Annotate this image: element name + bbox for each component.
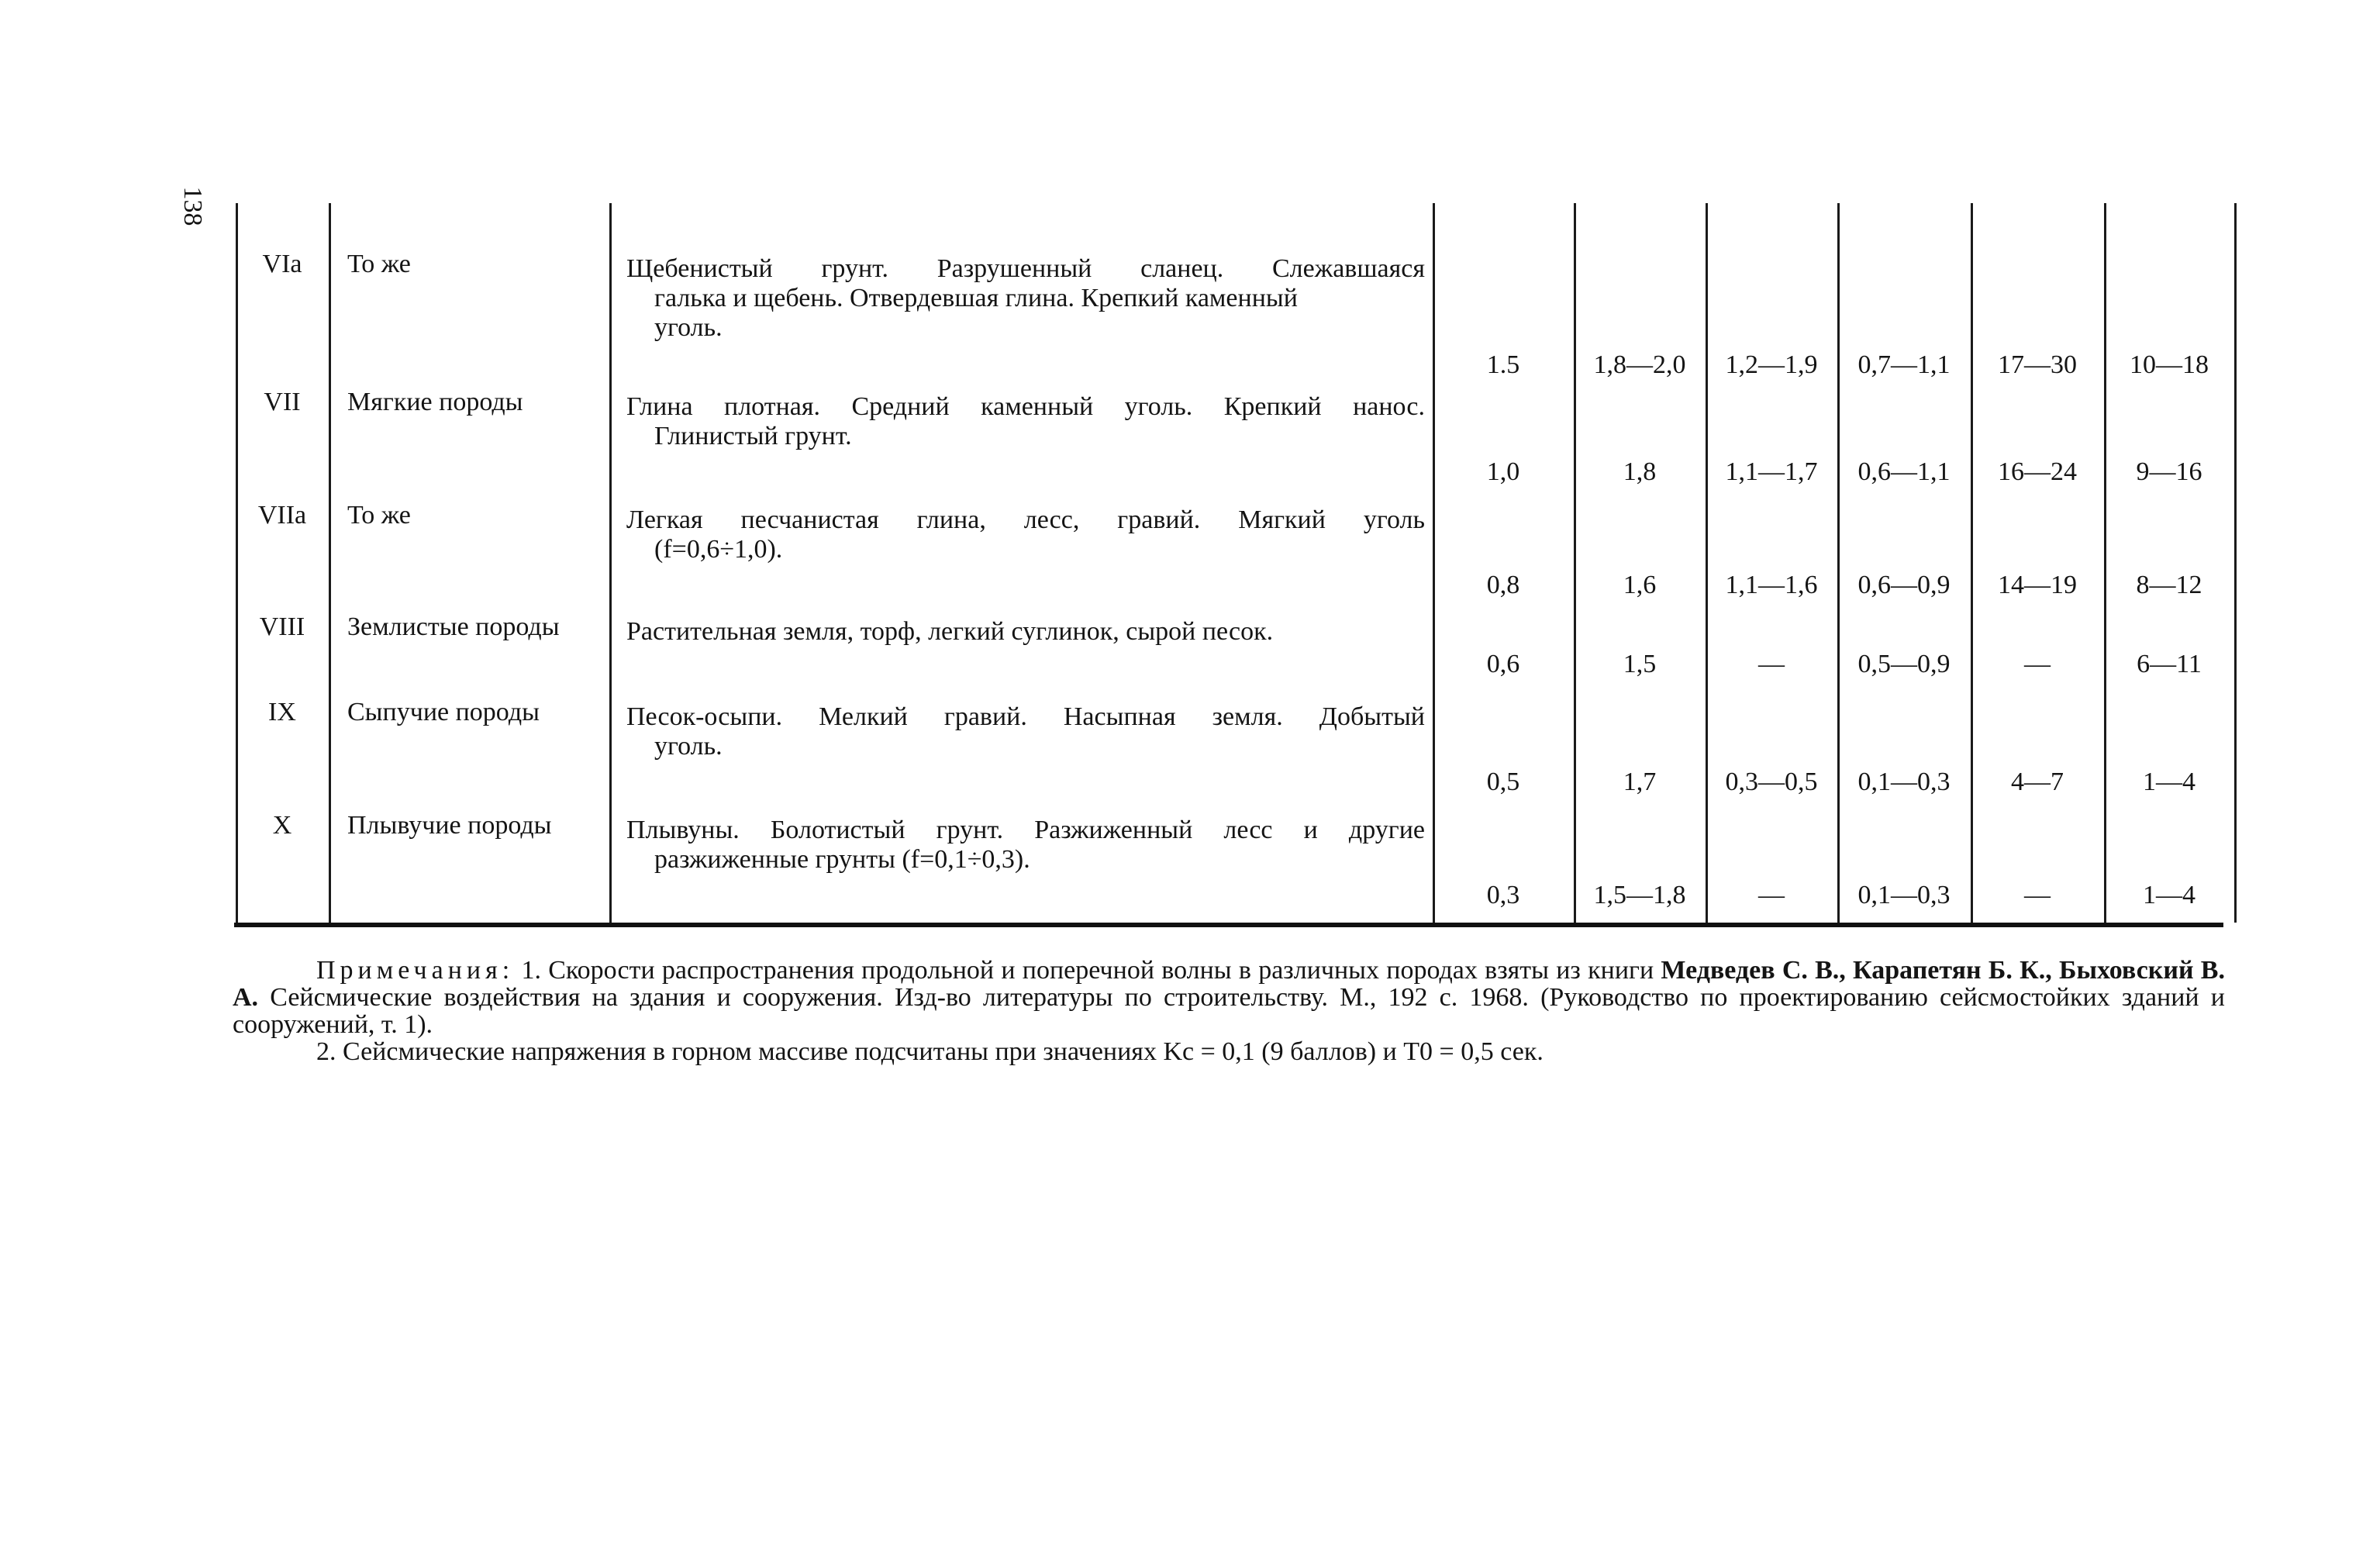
value-cell: — [2024,650,2051,678]
description-line: Плывуны. Болотистый грунт. Разжиженный лесс и другие [626,816,1425,844]
value-cell: 0,7—1,1 [1857,350,1951,379]
rock-description-cell [626,392,1425,451]
value-cell: 1—4 [2143,768,2195,796]
column-rule [609,203,612,923]
rock-category-cell: VIIa [257,501,307,530]
description-line: Глина плотная. Средний каменный уголь. Крепкий нанос. [626,392,1425,421]
value-cell: 0,8 [1486,571,1520,599]
value-cell: 14—19 [1998,571,2077,599]
rock-description-cell [626,702,1425,761]
rock-type-cell: То же [347,501,411,530]
value-cell: 0,5 [1486,768,1520,796]
rock-category-cell: VIII [259,612,305,641]
rock-category-cell: X [272,811,292,840]
description-line: уголь. [654,313,723,342]
column-rule [1706,203,1708,923]
value-cell: 1.5 [1486,350,1520,379]
column-rule [2104,203,2106,923]
description-line: разжиженные грунты (f=0,1÷0,3). [654,845,1030,874]
table-bottom-rule [234,923,2223,927]
note-2: 2. Сейсмические напряжения в горном массиве подсчитаны при значениях Kc = 0,1 (9 баллов) и T0 = 0,5 сек. [316,1037,1544,1066]
value-cell: 1,8—2,0 [1593,350,1686,379]
description-line: Глинистый грунт. [654,422,852,450]
value-cell: 16—24 [1998,457,2077,486]
description-line: Легкая песчанистая глина, лесс, гравий. Мягкий уголь [626,505,1425,534]
description-line: (f=0,6÷1,0). [654,535,783,564]
note-1-authors: Медведев С. В., Карапетян Б. К., Быховский В. А. [233,956,2225,1012]
rock-description-cell [626,505,1425,564]
description-line: галька и щебень. Отвердевшая глина. Крепкий каменный [654,284,1298,312]
note-1-text-a: 1. Скорости распространения продольной и поперечной волны в различных породах взяты из книги [514,956,1661,985]
value-cell: 6—11 [2137,650,2202,678]
value-cell: 0,5—0,9 [1857,650,1951,678]
value-cell: 1,1—1,6 [1725,571,1818,599]
value-cell: 1,2—1,9 [1725,350,1818,379]
rock-type-cell: Мягкие породы [347,388,523,416]
value-cell: 0,1—0,3 [1857,881,1951,909]
value-cell: 0,6 [1486,650,1520,678]
value-cell: 8—12 [2136,571,2202,599]
rock-description-cell [626,816,1425,875]
description-line: Песок-осыпи. Мелкий гравий. Насыпная земля. Добытый [626,702,1425,731]
value-cell: 1,8 [1623,457,1657,486]
value-cell: 0,6—1,1 [1857,457,1951,486]
rock-type-cell: То же [347,250,411,278]
value-cell: — [1758,881,1785,909]
rock-category-cell: VII [264,388,301,416]
value-cell: 17—30 [1998,350,2077,379]
note-1 [233,957,2225,1038]
value-cell: 1,5—1,8 [1593,881,1686,909]
value-cell: 1,7 [1623,768,1657,796]
value-cell: 1,0 [1486,457,1520,486]
rock-category-cell: VIa [262,250,302,278]
page-number: 138 [178,186,207,226]
value-cell: 0,3 [1486,881,1520,909]
value-cell: — [2024,881,2051,909]
value-cell: 0,3—0,5 [1725,768,1818,796]
column-rule [1837,203,1840,923]
value-cell: 10—18 [2130,350,2209,379]
rock-type-cell: Плывучие породы [347,811,552,840]
value-cell: 1,6 [1623,571,1657,599]
note-1-text-b: Сейсмические воздействия на здания и сооружения. Изд-во литературы по строительству. М., 192 с. 1968. (Руководство по проектированию сейсмостойких зданий и сооружений, т. 1). [233,983,2225,1039]
value-cell: 0,1—0,3 [1857,768,1951,796]
column-rule [2234,203,2237,923]
description-line: уголь. [654,732,723,761]
rock-description-cell [626,254,1425,343]
column-rule [1574,203,1576,923]
value-cell: 0,6—0,9 [1857,571,1951,599]
description-line: Щебенистый грунт. Разрушенный сланец. Слежавшаяся [626,254,1425,283]
rock-category-cell: IX [268,698,296,726]
column-rule [329,203,331,923]
rock-type-cell: Сыпучие породы [347,698,540,726]
notes-label: Примечания: [316,956,515,985]
column-rule [1433,203,1435,923]
rock-description-cell [626,617,1425,647]
description-line: Растительная земля, торф, легкий суглинок, сырой песок. [626,617,1274,646]
value-cell: 1,1—1,7 [1725,457,1818,486]
value-cell: 9—16 [2136,457,2202,486]
column-rule [1971,203,1973,923]
value-cell: 1—4 [2143,881,2195,909]
value-cell: — [1758,650,1785,678]
rock-type-cell: Землистые породы [347,612,560,641]
notes [233,957,2225,1065]
value-cell: 1,5 [1623,650,1657,678]
value-cell: 4—7 [2011,768,2064,796]
